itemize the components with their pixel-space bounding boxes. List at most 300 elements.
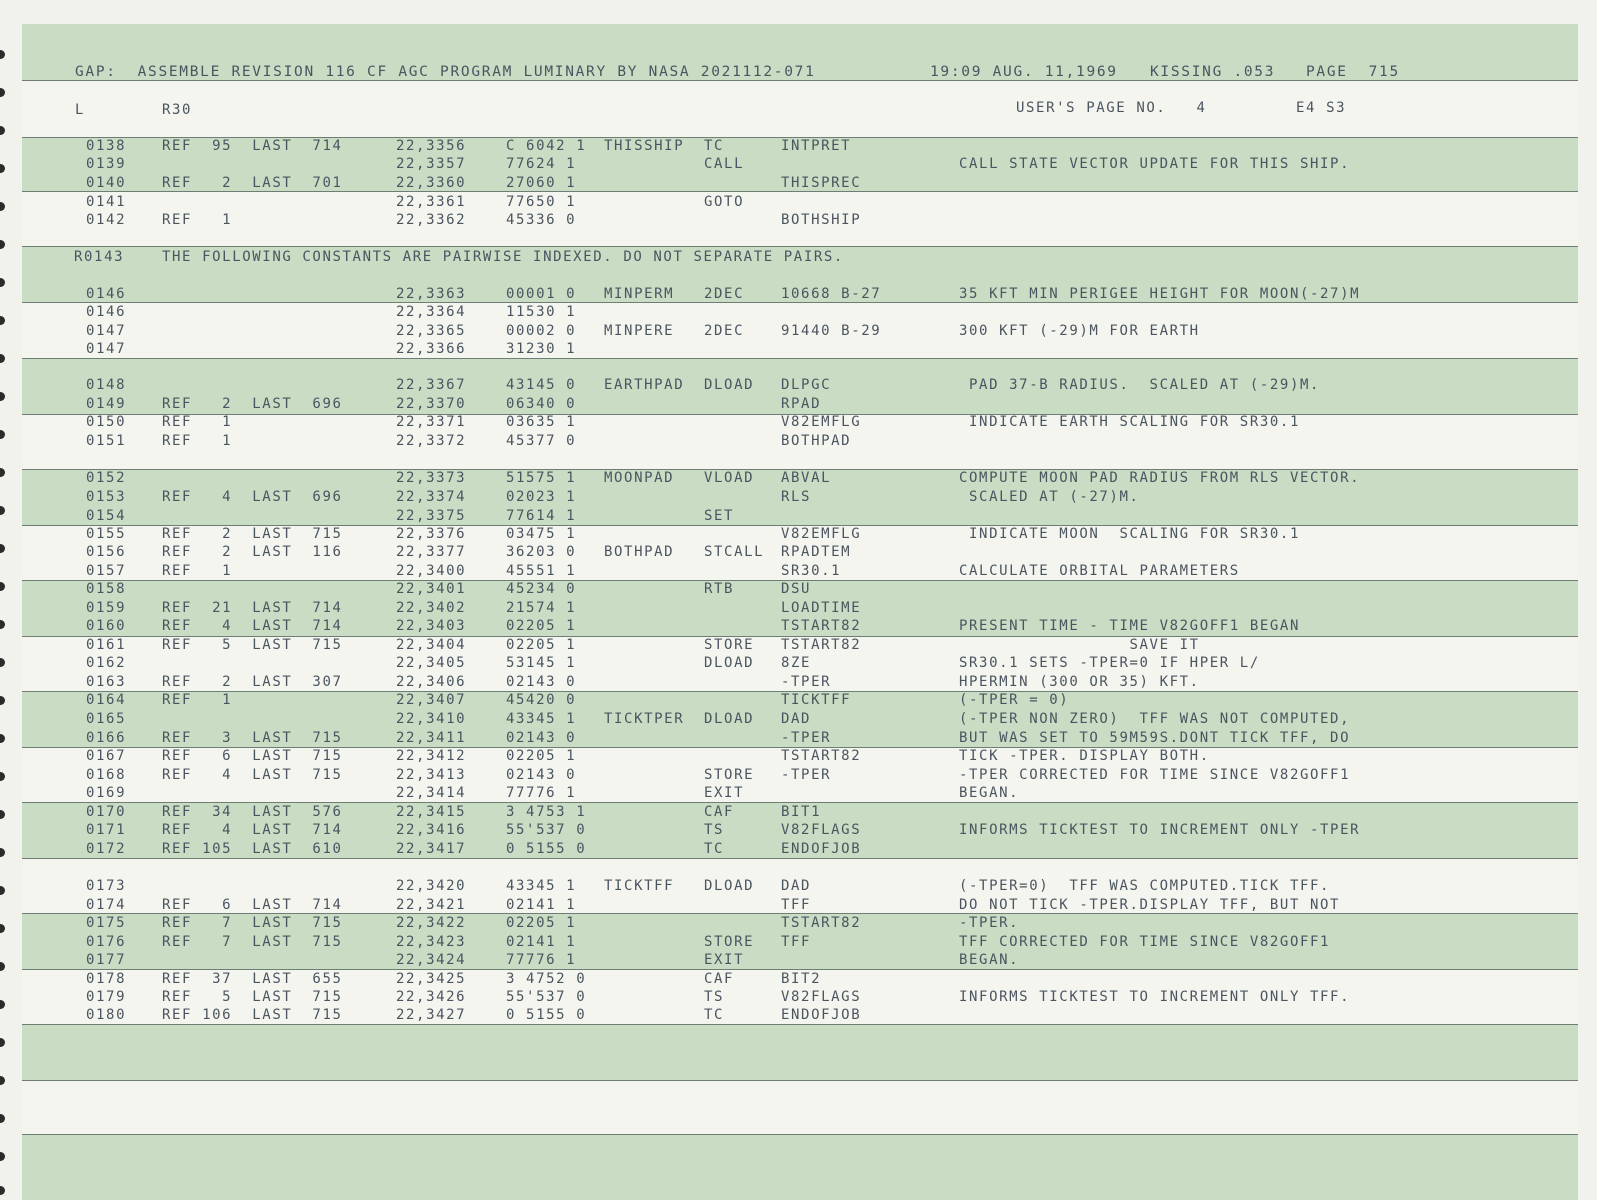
line-number: 0153 <box>86 489 127 505</box>
memory-address: 22,3377 <box>396 544 467 560</box>
line-number: 0173 <box>86 878 127 894</box>
listing-row <box>0 767 1597 785</box>
reference-info: REF 4 LAST 715 <box>162 767 343 783</box>
operand: V82EMFLG <box>781 414 862 430</box>
listing-row <box>0 563 1597 581</box>
line-number: 0157 <box>86 563 127 579</box>
comment: CALCULATE ORBITAL PARAMETERS <box>959 563 1240 579</box>
operand: TSTART82 <box>781 637 862 653</box>
line-number: 0166 <box>86 730 127 746</box>
memory-address: 22,3371 <box>396 414 467 430</box>
opcode: STORE <box>704 934 755 950</box>
reference-info: REF 7 LAST 715 <box>162 915 343 931</box>
memory-address: 22,3426 <box>396 989 467 1005</box>
line-number: 0170 <box>86 804 127 820</box>
line-number: 0146 <box>86 286 127 302</box>
listing-row <box>0 396 1597 414</box>
reference-info: REF 95 LAST 714 <box>162 138 343 154</box>
users-page-number: USER'S PAGE NO. 4 <box>1016 100 1207 116</box>
instruction-label: THISSHIP <box>604 138 685 154</box>
memory-address: 22,3415 <box>396 804 467 820</box>
memory-address: 22,3416 <box>396 822 467 838</box>
line-number: 0140 <box>86 175 127 191</box>
octal-word: 43345 1 <box>506 711 577 727</box>
comment: PRESENT TIME - TIME V82GOFF1 BEGAN <box>959 618 1300 634</box>
memory-address: 22,3366 <box>396 341 467 357</box>
operand: SR30.1 <box>781 563 842 579</box>
comment: PAD 37-B RADIUS. SCALED AT (-29)M. <box>959 377 1321 393</box>
line-number: 0147 <box>86 323 127 339</box>
octal-word: 02141 1 <box>506 934 577 950</box>
octal-word: 11530 1 <box>506 304 577 320</box>
instruction-label: TICKTPER <box>604 711 685 727</box>
instruction-label: EARTHPAD <box>604 377 685 393</box>
octal-word: 45336 0 <box>506 212 577 228</box>
print-timestamp: 19:09 AUG. 11,1969 <box>930 64 1118 80</box>
listing-row <box>0 526 1597 544</box>
reference-info: REF 4 LAST 714 <box>162 822 343 838</box>
memory-address: 22,3401 <box>396 581 467 597</box>
octal-word: 77624 1 <box>506 156 577 172</box>
operand: V82FLAGS <box>781 989 862 1005</box>
octal-word: 43345 1 <box>506 878 577 894</box>
listing-row <box>0 934 1597 952</box>
octal-word: 53145 1 <box>506 655 577 671</box>
opcode: DLOAD <box>704 711 755 727</box>
octal-word: 02143 0 <box>506 674 577 690</box>
listing-row <box>0 748 1597 766</box>
listing-row <box>0 915 1597 933</box>
greenbar-band <box>22 1134 1578 1200</box>
band-rule <box>22 80 1578 81</box>
reference-info: REF 1 <box>162 563 233 579</box>
operand: -TPER <box>781 674 832 690</box>
octal-word: 55'537 0 <box>506 822 587 838</box>
line-number: 0150 <box>86 414 127 430</box>
memory-address: 22,3376 <box>396 526 467 542</box>
comment: COMPUTE MOON PAD RADIUS FROM RLS VECTOR. <box>959 470 1361 486</box>
memory-address: 22,3367 <box>396 377 467 393</box>
operand: BOTHSHIP <box>781 212 862 228</box>
reference-info: REF 2 LAST 696 <box>162 396 343 412</box>
octal-word: 02205 1 <box>506 637 577 653</box>
line-number: 0174 <box>86 897 127 913</box>
operand: 91440 B-29 <box>781 323 882 339</box>
operand: ABVAL <box>781 470 832 486</box>
octal-word: C 6042 1 <box>506 138 587 154</box>
listing-row <box>0 618 1597 636</box>
memory-address: 22,3364 <box>396 304 467 320</box>
line-number: 0151 <box>86 433 127 449</box>
line-number: 0169 <box>86 785 127 801</box>
memory-address: 22,3360 <box>396 175 467 191</box>
octal-word: 02141 1 <box>506 897 577 913</box>
line-number: 0156 <box>86 544 127 560</box>
octal-word: 0 5155 0 <box>506 1007 587 1023</box>
listing-row <box>0 581 1597 599</box>
octal-word: 02143 0 <box>506 730 577 746</box>
octal-word: 45420 0 <box>506 692 577 708</box>
memory-address: 22,3374 <box>396 489 467 505</box>
instruction-label: BOTHPAD <box>604 544 675 560</box>
operand: RPADTEM <box>781 544 852 560</box>
opcode: EXIT <box>704 952 745 968</box>
operand: TICKTFF <box>781 692 852 708</box>
kissing-label: KISSING .053 <box>1150 64 1276 80</box>
line-number: 0161 <box>86 637 127 653</box>
operand: TFF <box>781 934 812 950</box>
opcode: SET <box>704 508 735 524</box>
octal-word: 02205 1 <box>506 915 577 931</box>
opcode: STORE <box>704 767 755 783</box>
comment: (-TPER=0) TFF WAS COMPUTED.TICK TFF. <box>959 878 1331 894</box>
line-number: 0148 <box>86 377 127 393</box>
listing-row <box>0 804 1597 822</box>
listing-row <box>0 878 1597 896</box>
feed-hole <box>0 50 5 59</box>
feed-hole <box>0 1076 5 1085</box>
comment: CALL STATE VECTOR UPDATE FOR THIS SHIP. <box>959 156 1351 172</box>
line-number: 0178 <box>86 971 127 987</box>
listing-row <box>0 544 1597 562</box>
operand: V82EMFLG <box>781 526 862 542</box>
listing-row <box>0 989 1597 1007</box>
line-number: 0163 <box>86 674 127 690</box>
assembly-title: GAP: ASSEMBLE REVISION 116 CF AGC PROGRAM LUMINARY BY NASA 2021112-071 <box>75 64 816 80</box>
opcode: TS <box>704 822 725 838</box>
operand: THISPREC <box>781 175 862 191</box>
reference-info: REF 6 LAST 715 <box>162 748 343 764</box>
memory-address: 22,3407 <box>396 692 467 708</box>
comment: -TPER. <box>959 915 1020 931</box>
listing-row <box>0 323 1597 341</box>
memory-address: 22,3417 <box>396 841 467 857</box>
reference-info: REF 1 <box>162 414 233 430</box>
memory-address: 22,3370 <box>396 396 467 412</box>
operand: DAD <box>781 878 812 894</box>
feed-hole <box>0 1186 5 1195</box>
reference-info: REF 2 LAST 701 <box>162 175 343 191</box>
section-code: E4 S3 <box>1296 100 1347 116</box>
operand: RLS <box>781 489 812 505</box>
listing-row <box>0 508 1597 526</box>
listing-row <box>0 655 1597 673</box>
listing-row <box>0 600 1597 618</box>
octal-word: 77650 1 <box>506 194 577 210</box>
opcode: CAF <box>704 804 735 820</box>
reference-info: REF 105 LAST 610 <box>162 841 343 857</box>
line-number: 0176 <box>86 934 127 950</box>
listing-row <box>0 952 1597 970</box>
comment: HPERMIN (300 OR 35) KFT. <box>959 674 1200 690</box>
opcode: CALL <box>704 156 745 172</box>
listing-row <box>0 249 1597 267</box>
octal-word: 03475 1 <box>506 526 577 542</box>
octal-word: 36203 0 <box>506 544 577 560</box>
line-number: 0141 <box>86 194 127 210</box>
line-number: 0155 <box>86 526 127 542</box>
octal-word: 03635 1 <box>506 414 577 430</box>
reference-info: REF 2 LAST 715 <box>162 526 343 542</box>
operand: TSTART82 <box>781 915 862 931</box>
memory-address: 22,3375 <box>396 508 467 524</box>
instruction-label: MINPERE <box>604 323 675 339</box>
memory-address: 22,3424 <box>396 952 467 968</box>
opcode: STCALL <box>704 544 765 560</box>
opcode: RTB <box>704 581 735 597</box>
memory-address: 22,3406 <box>396 674 467 690</box>
memory-address: 22,3361 <box>396 194 467 210</box>
comment: (-TPER NON ZERO) TFF WAS NOT COMPUTED, <box>959 711 1351 727</box>
octal-word: 55'537 0 <box>506 989 587 1005</box>
octal-word: 00002 0 <box>506 323 577 339</box>
operand: DAD <box>781 711 812 727</box>
opcode: EXIT <box>704 785 745 801</box>
operand: -TPER <box>781 730 832 746</box>
octal-word: 45234 0 <box>506 581 577 597</box>
feed-hole <box>0 1038 5 1047</box>
reference-info: REF 7 LAST 715 <box>162 934 343 950</box>
memory-address: 22,3414 <box>396 785 467 801</box>
line-number: 0158 <box>86 581 127 597</box>
opcode: CAF <box>704 971 735 987</box>
memory-address: 22,3373 <box>396 470 467 486</box>
comment: INDICATE EARTH SCALING FOR SR30.1 <box>959 414 1300 430</box>
line-number: 0180 <box>86 1007 127 1023</box>
opcode: TC <box>704 138 725 154</box>
opcode: TC <box>704 1007 725 1023</box>
memory-address: 22,3404 <box>396 637 467 653</box>
memory-address: 22,3413 <box>396 767 467 783</box>
octal-word: 00001 0 <box>506 286 577 302</box>
line-number: 0142 <box>86 212 127 228</box>
listing-row <box>0 822 1597 840</box>
octal-word: 45377 0 <box>506 433 577 449</box>
line-number: 0152 <box>86 470 127 486</box>
octal-word: 02205 1 <box>506 618 577 634</box>
octal-word: 02205 1 <box>506 748 577 764</box>
operand: DLPGC <box>781 377 832 393</box>
line-number: 0154 <box>86 508 127 524</box>
listing-row <box>0 341 1597 359</box>
feed-hole <box>0 88 5 97</box>
listing-row <box>0 414 1597 432</box>
listing-row <box>0 674 1597 692</box>
operand: ENDOFJOB <box>781 841 862 857</box>
operand: TFF <box>781 897 812 913</box>
memory-address: 22,3362 <box>396 212 467 228</box>
memory-address: 22,3357 <box>396 156 467 172</box>
comment: BEGAN. <box>959 785 1020 801</box>
listing-row <box>0 377 1597 395</box>
feed-hole <box>0 126 5 135</box>
comment: (-TPER = 0) <box>959 692 1070 708</box>
comment: INFORMS TICKTEST TO INCREMENT ONLY TFF. <box>959 989 1351 1005</box>
opcode: 2DEC <box>704 286 745 302</box>
left-mark: L <box>75 102 86 118</box>
reference-info: REF 1 <box>162 692 233 708</box>
octal-word: 02143 0 <box>506 767 577 783</box>
operand: TSTART82 <box>781 748 862 764</box>
reference-info: REF 1 <box>162 433 233 449</box>
memory-address: 22,3423 <box>396 934 467 950</box>
listing-row <box>0 175 1597 193</box>
octal-word: 45551 1 <box>506 563 577 579</box>
operand: 10668 B-27 <box>781 286 882 302</box>
opcode: STORE <box>704 637 755 653</box>
instruction-label: MINPERM <box>604 286 675 302</box>
memory-address: 22,3405 <box>396 655 467 671</box>
feed-hole <box>0 1114 5 1123</box>
listing-row <box>0 489 1597 507</box>
greenbar-band <box>22 1024 1578 1080</box>
memory-address: 22,3410 <box>396 711 467 727</box>
comment: SR30.1 SETS -TPER=0 IF HPER L/ <box>959 655 1260 671</box>
listing-row <box>0 470 1597 488</box>
octal-word: 77776 1 <box>506 952 577 968</box>
listing-row <box>0 286 1597 304</box>
comment: BEGAN. <box>959 952 1020 968</box>
memory-address: 22,3402 <box>396 600 467 616</box>
line-number: 0177 <box>86 952 127 968</box>
listing-row <box>0 138 1597 156</box>
memory-address: 22,3427 <box>396 1007 467 1023</box>
comment: INFORMS TICKTEST TO INCREMENT ONLY -TPER <box>959 822 1361 838</box>
line-number: 0179 <box>86 989 127 1005</box>
instruction-label: MOONPAD <box>604 470 675 486</box>
listing-row <box>0 971 1597 989</box>
listing-row <box>0 637 1597 655</box>
line-number: 0162 <box>86 655 127 671</box>
comment: INDICATE MOON SCALING FOR SR30.1 <box>959 526 1300 542</box>
operand: -TPER <box>781 767 832 783</box>
octal-word: 77776 1 <box>506 785 577 801</box>
listing-row <box>0 304 1597 322</box>
operand: RPAD <box>781 396 822 412</box>
listing-row <box>0 156 1597 174</box>
memory-address: 22,3400 <box>396 563 467 579</box>
page-number: PAGE 715 <box>1306 64 1400 80</box>
comment: SCALED AT (-27)M. <box>959 489 1140 505</box>
line-number: 0165 <box>86 711 127 727</box>
comment: TFF CORRECTED FOR TIME SINCE V82GOFF1 <box>959 934 1331 950</box>
reference-info: REF 3 LAST 715 <box>162 730 343 746</box>
octal-word: 43145 0 <box>506 377 577 393</box>
reference-info: REF 4 LAST 696 <box>162 489 343 505</box>
listing-row <box>0 897 1597 915</box>
line-number: 0139 <box>86 156 127 172</box>
routine-name: R30 <box>162 102 193 118</box>
operand: BIT1 <box>781 804 822 820</box>
line-number: 0147 <box>86 341 127 357</box>
opcode: TC <box>704 841 725 857</box>
comment: SAVE IT <box>959 637 1200 653</box>
operand: V82FLAGS <box>781 822 862 838</box>
memory-address: 22,3425 <box>396 971 467 987</box>
opcode: GOTO <box>704 194 745 210</box>
comment: TICK -TPER. DISPLAY BOTH. <box>959 748 1210 764</box>
octal-word: 02023 1 <box>506 489 577 505</box>
line-number: 0138 <box>86 138 127 154</box>
opcode: TS <box>704 989 725 1005</box>
band-rule <box>22 246 1578 247</box>
reference-info: REF 37 LAST 655 <box>162 971 343 987</box>
reference-info: REF 21 LAST 714 <box>162 600 343 616</box>
memory-address: 22,3412 <box>396 748 467 764</box>
comment: 35 KFT MIN PERIGEE HEIGHT FOR MOON(-27)M <box>959 286 1361 302</box>
memory-address: 22,3363 <box>396 286 467 302</box>
memory-address: 22,3403 <box>396 618 467 634</box>
line-number: 0164 <box>86 692 127 708</box>
reference-info: REF 2 LAST 307 <box>162 674 343 690</box>
operand: INTPRET <box>781 138 852 154</box>
opcode: DLOAD <box>704 377 755 393</box>
operand: 8ZE <box>781 655 812 671</box>
opcode: DLOAD <box>704 878 755 894</box>
operand: ENDOFJOB <box>781 1007 862 1023</box>
line-number: 0175 <box>86 915 127 931</box>
memory-address: 22,3422 <box>396 915 467 931</box>
reference-info: REF 5 LAST 715 <box>162 989 343 1005</box>
reference-info: THE FOLLOWING CONSTANTS ARE PAIRWISE INDEXED. DO NOT SEPARATE PAIRS. <box>162 249 844 265</box>
line-number: 0149 <box>86 396 127 412</box>
memory-address: 22,3356 <box>396 138 467 154</box>
instruction-label: TICKTFF <box>604 878 675 894</box>
reference-info: REF 106 LAST 715 <box>162 1007 343 1023</box>
reference-info: REF 6 LAST 714 <box>162 897 343 913</box>
listing-row <box>0 1007 1597 1025</box>
line-number: 0167 <box>86 748 127 764</box>
comment: BUT WAS SET TO 59M59S.DONT TICK TFF, DO <box>959 730 1351 746</box>
opcode: VLOAD <box>704 470 755 486</box>
feed-hole <box>0 1152 5 1161</box>
band-rule <box>22 1134 1578 1135</box>
opcode: 2DEC <box>704 323 745 339</box>
comment: 300 KFT (-29)M FOR EARTH <box>959 323 1200 339</box>
memory-address: 22,3421 <box>396 897 467 913</box>
listing-row <box>0 433 1597 451</box>
listing-row <box>0 730 1597 748</box>
octal-word: 3 4752 0 <box>506 971 587 987</box>
operand: BOTHPAD <box>781 433 852 449</box>
reference-info: REF 1 <box>162 212 233 228</box>
reference-info: REF 5 LAST 715 <box>162 637 343 653</box>
octal-word: 27060 1 <box>506 175 577 191</box>
line-number: 0171 <box>86 822 127 838</box>
octal-word: 3 4753 1 <box>506 804 587 820</box>
line-number: 0146 <box>86 304 127 320</box>
octal-word: 77614 1 <box>506 508 577 524</box>
listing-row <box>0 785 1597 803</box>
feed-hole <box>0 240 5 249</box>
comment: DO NOT TICK -TPER.DISPLAY TFF, BUT NOT <box>959 897 1341 913</box>
listing-row <box>0 212 1597 230</box>
listing-row <box>0 711 1597 729</box>
opcode: DLOAD <box>704 655 755 671</box>
line-number: 0160 <box>86 618 127 634</box>
memory-address: 22,3365 <box>396 323 467 339</box>
memory-address: 22,3372 <box>396 433 467 449</box>
octal-word: 21574 1 <box>506 600 577 616</box>
operand: DSU <box>781 581 812 597</box>
listing-row <box>0 194 1597 212</box>
listing-row <box>0 841 1597 859</box>
line-number: R0143 <box>74 249 125 265</box>
memory-address: 22,3420 <box>396 878 467 894</box>
listing-row <box>0 692 1597 710</box>
operand: LOADTIME <box>781 600 862 616</box>
reference-info: REF 2 LAST 116 <box>162 544 343 560</box>
